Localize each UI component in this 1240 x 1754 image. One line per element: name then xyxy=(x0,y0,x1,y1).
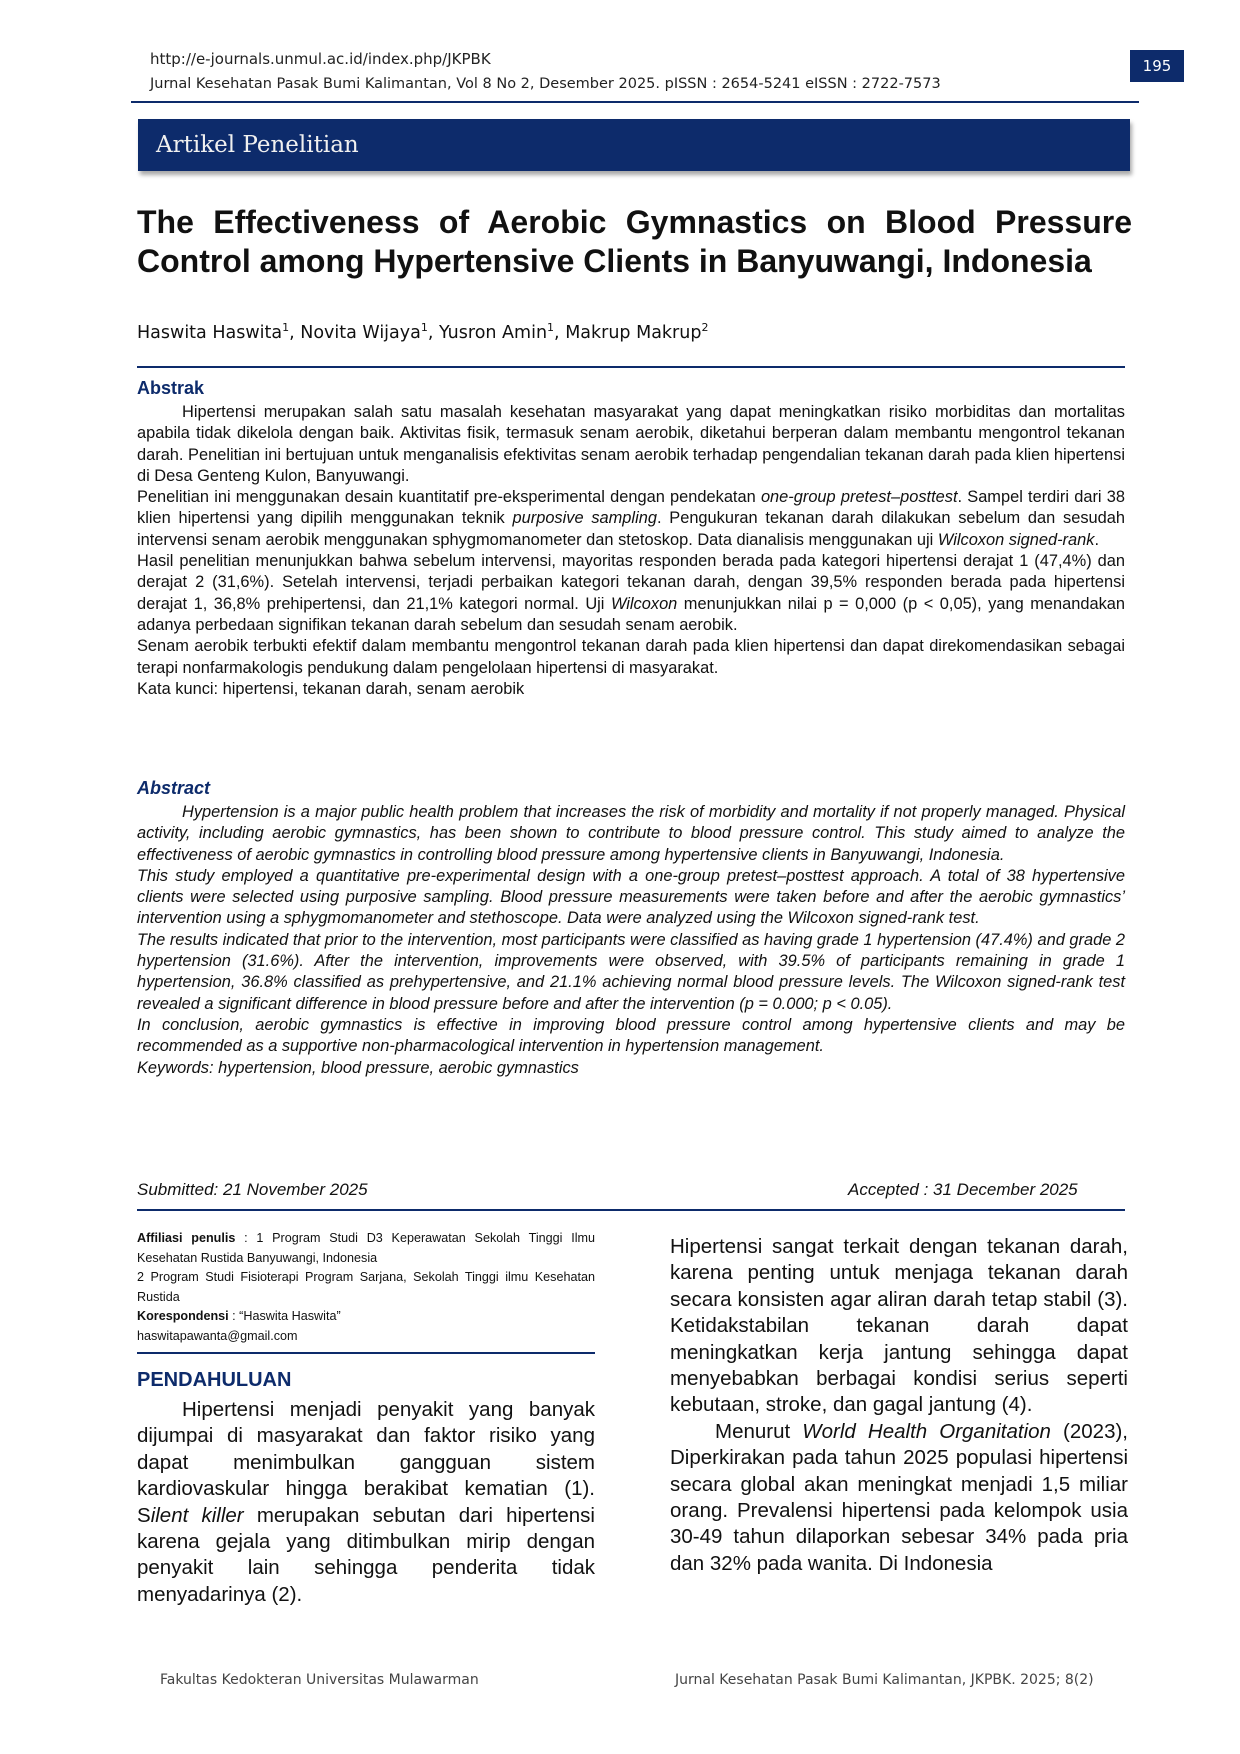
abstrak-paragraph: Hasil penelitian menunjukkan bahwa sebelum intervensi, mayoritas responden berada pada kategori hipertensi derajat 1 (47,4%) dan derajat 2 (31,6%). Setelah intervensi, terjadi perbaikan kategori tekanan darah, dengan 39,5% responden berada pada hipertensi derajat 1, 36,8% prehipertensi, dan 21,1% kategori normal. Uji Wilcoxon menunjukkan nilai p = 0,000 (p < 0,05), yang menandakan adanya perbedaan signifikan tekanan darah sebelum dan sesudah senam aerobik. xyxy=(137,552,1125,634)
author-affiliations xyxy=(137,1229,595,1346)
journal-url: http://e-journals.unmul.ac.id/index.php/JKPBK xyxy=(150,50,491,68)
page-number-badge: 195 xyxy=(1130,50,1184,82)
article-type-banner xyxy=(138,119,1130,171)
abstrak-keywords: Kata kunci: hipertensi, tekanan darah, senam aerobik xyxy=(137,679,525,698)
abstrak-heading: Abstrak xyxy=(137,378,205,398)
author-name: Yusron Amin xyxy=(439,322,548,343)
abstract-paragraph: This study employed a quantitative pre-experimental design with a one-group pretest–posttest approach. A total of 38 hypertensive clients were selected using purposive sampling. Blood pressure measurements were taken before and after the aerobic gymnastics’ intervention using a sphygmomanometer and stethoscope. Data were analyzed using the Wilcoxon signed-rank test. xyxy=(137,866,1125,928)
body-paragraph: Hipertensi sangat terkait dengan tekanan darah, karena penting untuk menjaga tekanan darah secara konsisten agar aliran darah tetap stabil (3). Ketidakstabilan tekanan darah dapat meningkatkan kerja jantung sehingga dapat menyebabkan berbagai kondisi serius seperti kebutaan, stroke, dan gagal jantung (4). xyxy=(670,1235,1128,1417)
author-affiliation-mark: 2 xyxy=(701,321,709,334)
abstract-keywords: Keywords: hypertension, blood pressure, aerobic gymnastics xyxy=(137,1058,579,1077)
body-paragraph: Menurut World Health Organitation (2023), Diperkirakan pada tahun 2025 populasi hipertensi secara global akan meningkat menjadi 1,5 miliar orang. Prevalensi hipertensi pada kelompok usia 30-49 tahun dilaporkan sebesar 34% pada pria dan 32% pada wanita. Di Indonesia xyxy=(670,1419,1128,1575)
section-divider xyxy=(137,366,1125,368)
footer-faculty: Fakultas Kedokteran Universitas Mulawarman xyxy=(160,1672,479,1688)
introduction-heading: PENDAHULUAN xyxy=(137,1369,292,1391)
introduction-left-column xyxy=(137,1397,595,1608)
author-name: Novita Wijaya xyxy=(300,322,421,343)
article-type-label: Artikel Penelitian xyxy=(156,132,359,158)
body-paragraph: Hipertensi menjadi penyakit yang banyak dijumpai di masyarakat dan faktor risiko yang dapat menimbulkan gangguan sistem kardiovaskular hingga berakibat kematian (1). Silent killer merupakan sebutan dari hipertensi karena gejala yang ditimbulkan mirip dengan penyakit lain sehingga penderita tidak menyadarinya (2). xyxy=(137,1398,595,1606)
accepted-date: Accepted : 31 December 2025 xyxy=(848,1180,1078,1199)
abstract-paragraph: The results indicated that prior to the intervention, most participants were classified as having grade 1 hypertension (47.4%) and grade 2 hypertension (31.6%). After the intervention, improvements were observed, with 39.5% of participants remaining in grade 1 hypertension, 36.8% classified as prehypertensive, and 21.1% achieving normal blood pressure levels. The Wilcoxon signed-rank test revealed a significant difference in blood pressure before and after the intervention (p = 0.000; p < 0.05). xyxy=(137,930,1125,1013)
author-name: Haswita Haswita xyxy=(137,322,283,343)
author-affiliation-mark: 1 xyxy=(547,321,555,334)
correspondence-line: Korespondensi : “Haswita Haswita” xyxy=(137,1309,341,1323)
abstrak-paragraph: Hipertensi merupakan salah satu masalah kesehatan masyarakat yang dapat meningkatkan risiko morbiditas dan mortalitas apabila tidak dikelola dengan baik. Aktivitas fisik, termasuk senam aerobik, diketahui berperan dalam membantu mengontrol tekanan darah. Penelitian ini bertujuan untuk menganalisis efektivitas senam aerobik terhadap pengendalian tekanan darah pada klien hipertensi di Desa Genteng Kulon, Banyuwangi. xyxy=(137,403,1125,485)
submitted-date: Submitted: 21 November 2025 xyxy=(137,1180,368,1199)
abstrak-paragraph: Senam aerobik terbukti efektif dalam membantu mengontrol tekanan darah pada klien hipertensi dan dapat direkomendasikan sebagai terapi nonfarmakologis pendukung dalam pengelolaan hipertensi di masyarakat. xyxy=(137,637,1125,677)
abstract-heading: Abstract xyxy=(137,778,211,798)
abstract-paragraph: Hypertension is a major public health problem that increases the risk of morbidity and mortality if not properly managed. Physical activity, including aerobic gymnastics, has been shown to contribute to blood pressure control. This study aimed to analyze the effectiveness of aerobic gymnastics in controlling blood pressure among hypertensive clients in Banyuwangi, Indonesia. xyxy=(137,803,1125,864)
paper-title: The Effectiveness of Aerobic Gymnastics on Blood Pressure Control among Hypertensive Clients in Banyuwangi, Indonesia xyxy=(137,204,1132,279)
abstrak-paragraph: Penelitian ini menggunakan desain kuantitatif pre-eksperimental dengan pendekatan one-group pretest–posttest. Sampel terdiri dari 38 klien hipertensi yang dipilih menggunakan teknik purposive sampling. Pengukuran tekanan darah dilakukan sebelum dan sesudah intervensi senam aerobik menggunakan sphygmomanometer dan stetoskop. Data dianalisis menggunakan uji Wilcoxon signed-rank. xyxy=(137,488,1126,549)
introduction-right-column xyxy=(670,1234,1128,1577)
header-divider xyxy=(131,101,1139,103)
author-name: Makrup Makrup xyxy=(565,322,702,343)
author-affiliation-mark: 1 xyxy=(420,321,428,334)
section-divider xyxy=(137,1209,1125,1211)
correspondence-email: haswitapawanta@gmail.com xyxy=(137,1328,298,1343)
affiliation-line: Affiliasi penulis : 1 Program Studi D3 Keperawatan Sekolah Tinggi Ilmu Kesehatan Rustida Banyuwangi, Indonesia xyxy=(137,1231,595,1265)
journal-citation-line: Jurnal Kesehatan Pasak Bumi Kalimantan, Vol 8 No 2, Desember 2025. pISSN : 2654-5241 eISSN : 2722-7573 xyxy=(150,76,941,92)
affiliation-divider xyxy=(137,1352,595,1354)
author-list: Haswita Haswita$^1$, Novita Wijaya$^1$, Yusron Amin$^1$, Makrup Makrup$^2$ xyxy=(137,321,709,343)
affiliation-line: 2 Program Studi Fisioterapi Program Sarjana, Sekolah Tinggi ilmu Kesehatan Rustida xyxy=(137,1270,595,1304)
abstrak-body xyxy=(137,402,1125,700)
abstract-paragraph: In conclusion, aerobic gymnastics is effective in improving blood pressure control among hypertensive clients and may be recommended as a supportive non-pharmacological intervention in hypertension management. xyxy=(137,1015,1125,1056)
abstract-body xyxy=(137,802,1125,1079)
author-affiliation-mark: 1 xyxy=(282,321,290,334)
footer-citation: Jurnal Kesehatan Pasak Bumi Kalimantan, JKPBK. 2025; 8(2) xyxy=(675,1672,1094,1688)
